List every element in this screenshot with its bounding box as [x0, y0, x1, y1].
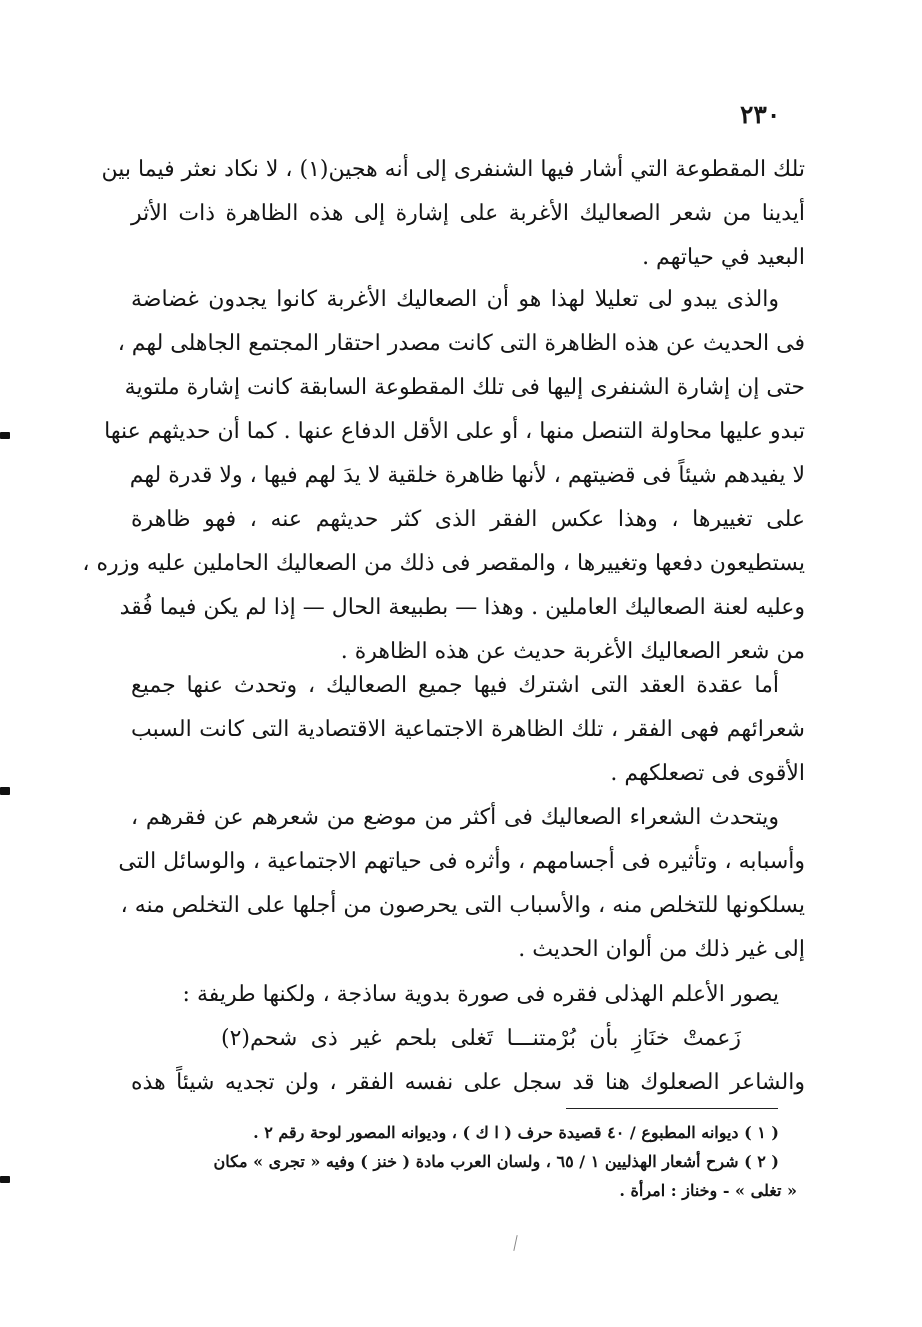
- text-line: وعليه لعنة الصعاليك العاملين . وهذا — بطبيعة الحال — إذا لم يكن فيما فُقد: [119, 595, 805, 620]
- text-line: أما عقدة العقد التى اشترك فيها جميع الصعاليك ، وتحدث عنها جميع: [131, 673, 779, 698]
- text-line: وأسبابه ، وتأثيره فى أجسامهم ، وأثره فى حياتهم الاجتماعية ، والوسائل التى: [118, 849, 805, 874]
- body-text: [82, 278, 805, 674]
- text-line: البعيد في حياتهم .: [642, 245, 805, 270]
- text-line: فى الحديث عن هذه الظاهرة التى كانت مصدر احتقار المجتمع الجاهلى لهم ،: [117, 331, 805, 356]
- text-line: لا يفيدهم شيئاً فى قضيتهم ، لأنها ظاهرة خلقية لا يدَ لهم فيها ، ولا قدرة لهم: [129, 463, 805, 488]
- text-line: حتى إن إشارة الشنفرى إليها فى تلك المقطوعة السابقة كانت إشارة ملتوية: [124, 375, 805, 400]
- footnote-separator: [566, 1108, 778, 1109]
- text-line: إلى غير ذلك من ألوان الحديث .: [518, 937, 805, 962]
- paragraph: [101, 148, 805, 280]
- verse-line: [131, 1017, 805, 1061]
- text-line: والذى يبدو لى تعليلا لهذا هو أن الصعاليك الأغربة كانوا يجدون غضاضة: [131, 287, 779, 312]
- scan-edge-mark: [0, 787, 10, 795]
- scan-edge-mark: [0, 1176, 10, 1183]
- text-line: تلك المقطوعة التي أشار فيها الشنفرى إلى أنه هجين(١) ، لا نكاد نعثر فيما بين: [101, 157, 805, 182]
- footnote-continuation: « تغلى » - وخناز : امرأة .: [619, 1181, 797, 1200]
- body-text: [118, 796, 805, 972]
- body-text: [101, 148, 805, 280]
- verse-first-hemistich: زَعمتْ خنَازِ بأن بُرْمتنـــا: [506, 1026, 741, 1051]
- text-line: تبدو عليها محاولة التنصل منها ، أو على الأقل الدفاع عنها . كما أن حديثهم عنها: [104, 419, 805, 444]
- page-number: ٢٣٠: [740, 100, 781, 129]
- paragraph: [131, 973, 805, 1017]
- paragraph: [82, 278, 805, 674]
- text-line: ويتحدث الشعراء الصعاليك فى أكثر من موضع من شعرهم عن فقرهم ،: [131, 805, 779, 830]
- body-text: [131, 664, 805, 796]
- text-line: يستطيعون دفعها وتغييرها ، والمقصر فى ذلك من الصعاليك الحاملين عليه وزره ،: [82, 551, 805, 576]
- text-line: يسلكونها للتخلص منه ، والأسباب التى يحرصون من أجلها على التخلص منه ،: [120, 893, 805, 918]
- text-line: الأقوى فى تصعلكهم .: [610, 761, 805, 786]
- footnote: ( ٢ ) شرح أشعار الهذليين ١ / ٦٥ ، ولسان العرب مادة ( خنز ) وفيه « تجرى » مكان: [213, 1152, 779, 1171]
- footnote: ( ١ ) ديوانه المطبوع / ٤٠ قصيدة حرف ( ا ك ) ، وديوانه المصور لوحة رقم ٢ .: [253, 1123, 779, 1142]
- footnotes: [131, 1118, 805, 1205]
- text-line: من شعر الصعاليك الأغربة حديث عن هذه الظاهرة .: [340, 639, 805, 664]
- text-line: يصور الأعلم الهذلى فقره فى صورة بدوية ساذجة ، ولكنها طريفة :: [182, 982, 779, 1007]
- text-line: على تغييرها ، وهذا عكس الفقر الذى كثر حديثهم عنه ، فهو ظاهرة: [131, 507, 805, 532]
- body-text: [131, 973, 805, 1105]
- text-line: شعرائهم فهى الفقر ، تلك الظاهرة الاجتماعية الاقتصادية التى كانت السبب: [131, 717, 805, 742]
- verse-second-hemistich: تَغلى بلحم غير ذى شحم(٢): [221, 1026, 494, 1051]
- text-line: والشاعر الصعلوك هنا قد سجل على نفسه الفقر ، ولن تجديه شيئاً هذه: [131, 1070, 805, 1095]
- text-line: أيدينا من شعر الصعاليك الأغربة على إشارة إلى هذه الظاهرة ذات الأثر: [131, 201, 805, 226]
- scan-artifact: [513, 1235, 517, 1251]
- paragraph: [118, 796, 805, 972]
- paragraph: [131, 664, 805, 796]
- scan-edge-mark: [0, 432, 10, 439]
